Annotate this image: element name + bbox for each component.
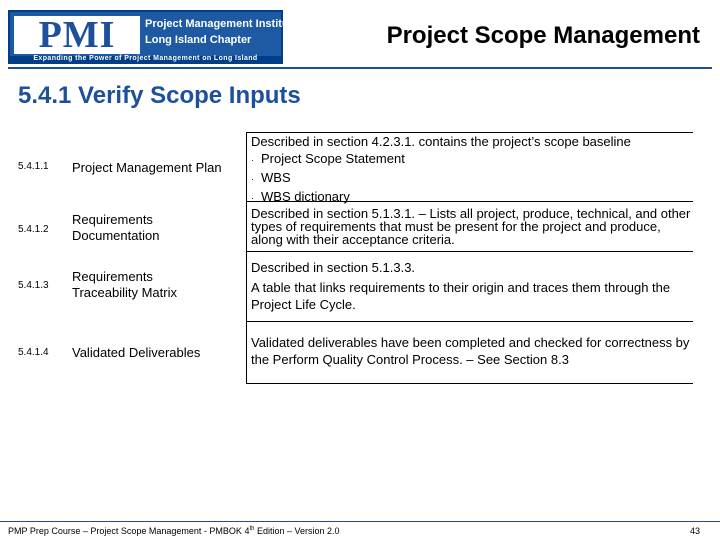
table-row bbox=[18, 132, 695, 202]
slide-title: 5.4.1 Verify Scope Inputs bbox=[18, 82, 301, 109]
footer-text-main: PMP Prep Course – Project Scope Management - PMBOK 4 bbox=[8, 526, 250, 536]
bullet-text: WBS bbox=[261, 170, 291, 185]
row-label bbox=[72, 269, 246, 301]
list-item bbox=[251, 150, 693, 169]
list-item bbox=[251, 169, 693, 188]
footer-text bbox=[8, 526, 340, 536]
table-row bbox=[18, 322, 695, 384]
row-description: Validated deliverables have been completed and checked for correctness by the Perform Quality Control Process. – See Section 8.3 bbox=[246, 322, 693, 384]
logo-org-name: Project Management Institute bbox=[145, 18, 299, 30]
table-row bbox=[18, 202, 695, 252]
row-label: Project Management Plan bbox=[72, 160, 222, 175]
label-line: Documentation bbox=[72, 228, 160, 243]
bullet-text: WBS dictionary bbox=[261, 189, 350, 204]
bullet-text: Project Scope Statement bbox=[261, 151, 405, 166]
logo-banner bbox=[10, 12, 299, 56]
pmi-chapter-logo bbox=[8, 10, 299, 64]
row-description: Described in section 5.1.3.1. – Lists all project, produce, technical, and other types of requirements that must be present for the project and produce, along with their acceptance criteria. bbox=[246, 202, 693, 252]
description-text: Described in section 5.1.3.3. bbox=[251, 260, 416, 275]
row-description bbox=[246, 132, 693, 202]
label-line: Requirements bbox=[72, 212, 153, 227]
page-number: 43 bbox=[689, 526, 700, 536]
label-line: Traceability Matrix bbox=[72, 285, 177, 300]
description-text: A table that links requirements to their origin and traces them through the Project Life Cycle. bbox=[251, 280, 671, 312]
row-label bbox=[72, 212, 246, 244]
footer-superscript: th bbox=[249, 526, 255, 532]
bullet-icon: · bbox=[251, 174, 254, 184]
logo-chapter-name: Long Island Chapter bbox=[145, 34, 252, 46]
row-number: 5.4.1.4 bbox=[18, 347, 49, 358]
header-divider bbox=[8, 67, 712, 69]
footer-divider bbox=[0, 521, 720, 522]
row-number: 5.4.1.2 bbox=[18, 224, 49, 235]
logo-tagline: Expanding the Power of Project Management on Long Island bbox=[33, 55, 258, 62]
bullet-icon: · bbox=[251, 193, 254, 203]
description-text: Described in section 4.2.3.1. contains the project’s scope baseline bbox=[251, 134, 631, 149]
row-number: 5.4.1.3 bbox=[18, 280, 49, 291]
table-row bbox=[18, 252, 695, 322]
logo-acronym: PMI bbox=[14, 16, 140, 54]
label-line: Requirements bbox=[72, 269, 153, 284]
slide-header bbox=[0, 0, 720, 70]
row-number: 5.4.1.1 bbox=[18, 161, 49, 172]
footer-text-end: Edition – Version 2.0 bbox=[254, 526, 340, 536]
row-label: Validated Deliverables bbox=[72, 345, 201, 360]
header-title: Project Scope Management bbox=[386, 22, 700, 49]
bullet-icon: · bbox=[251, 155, 254, 165]
row-description bbox=[246, 252, 693, 322]
